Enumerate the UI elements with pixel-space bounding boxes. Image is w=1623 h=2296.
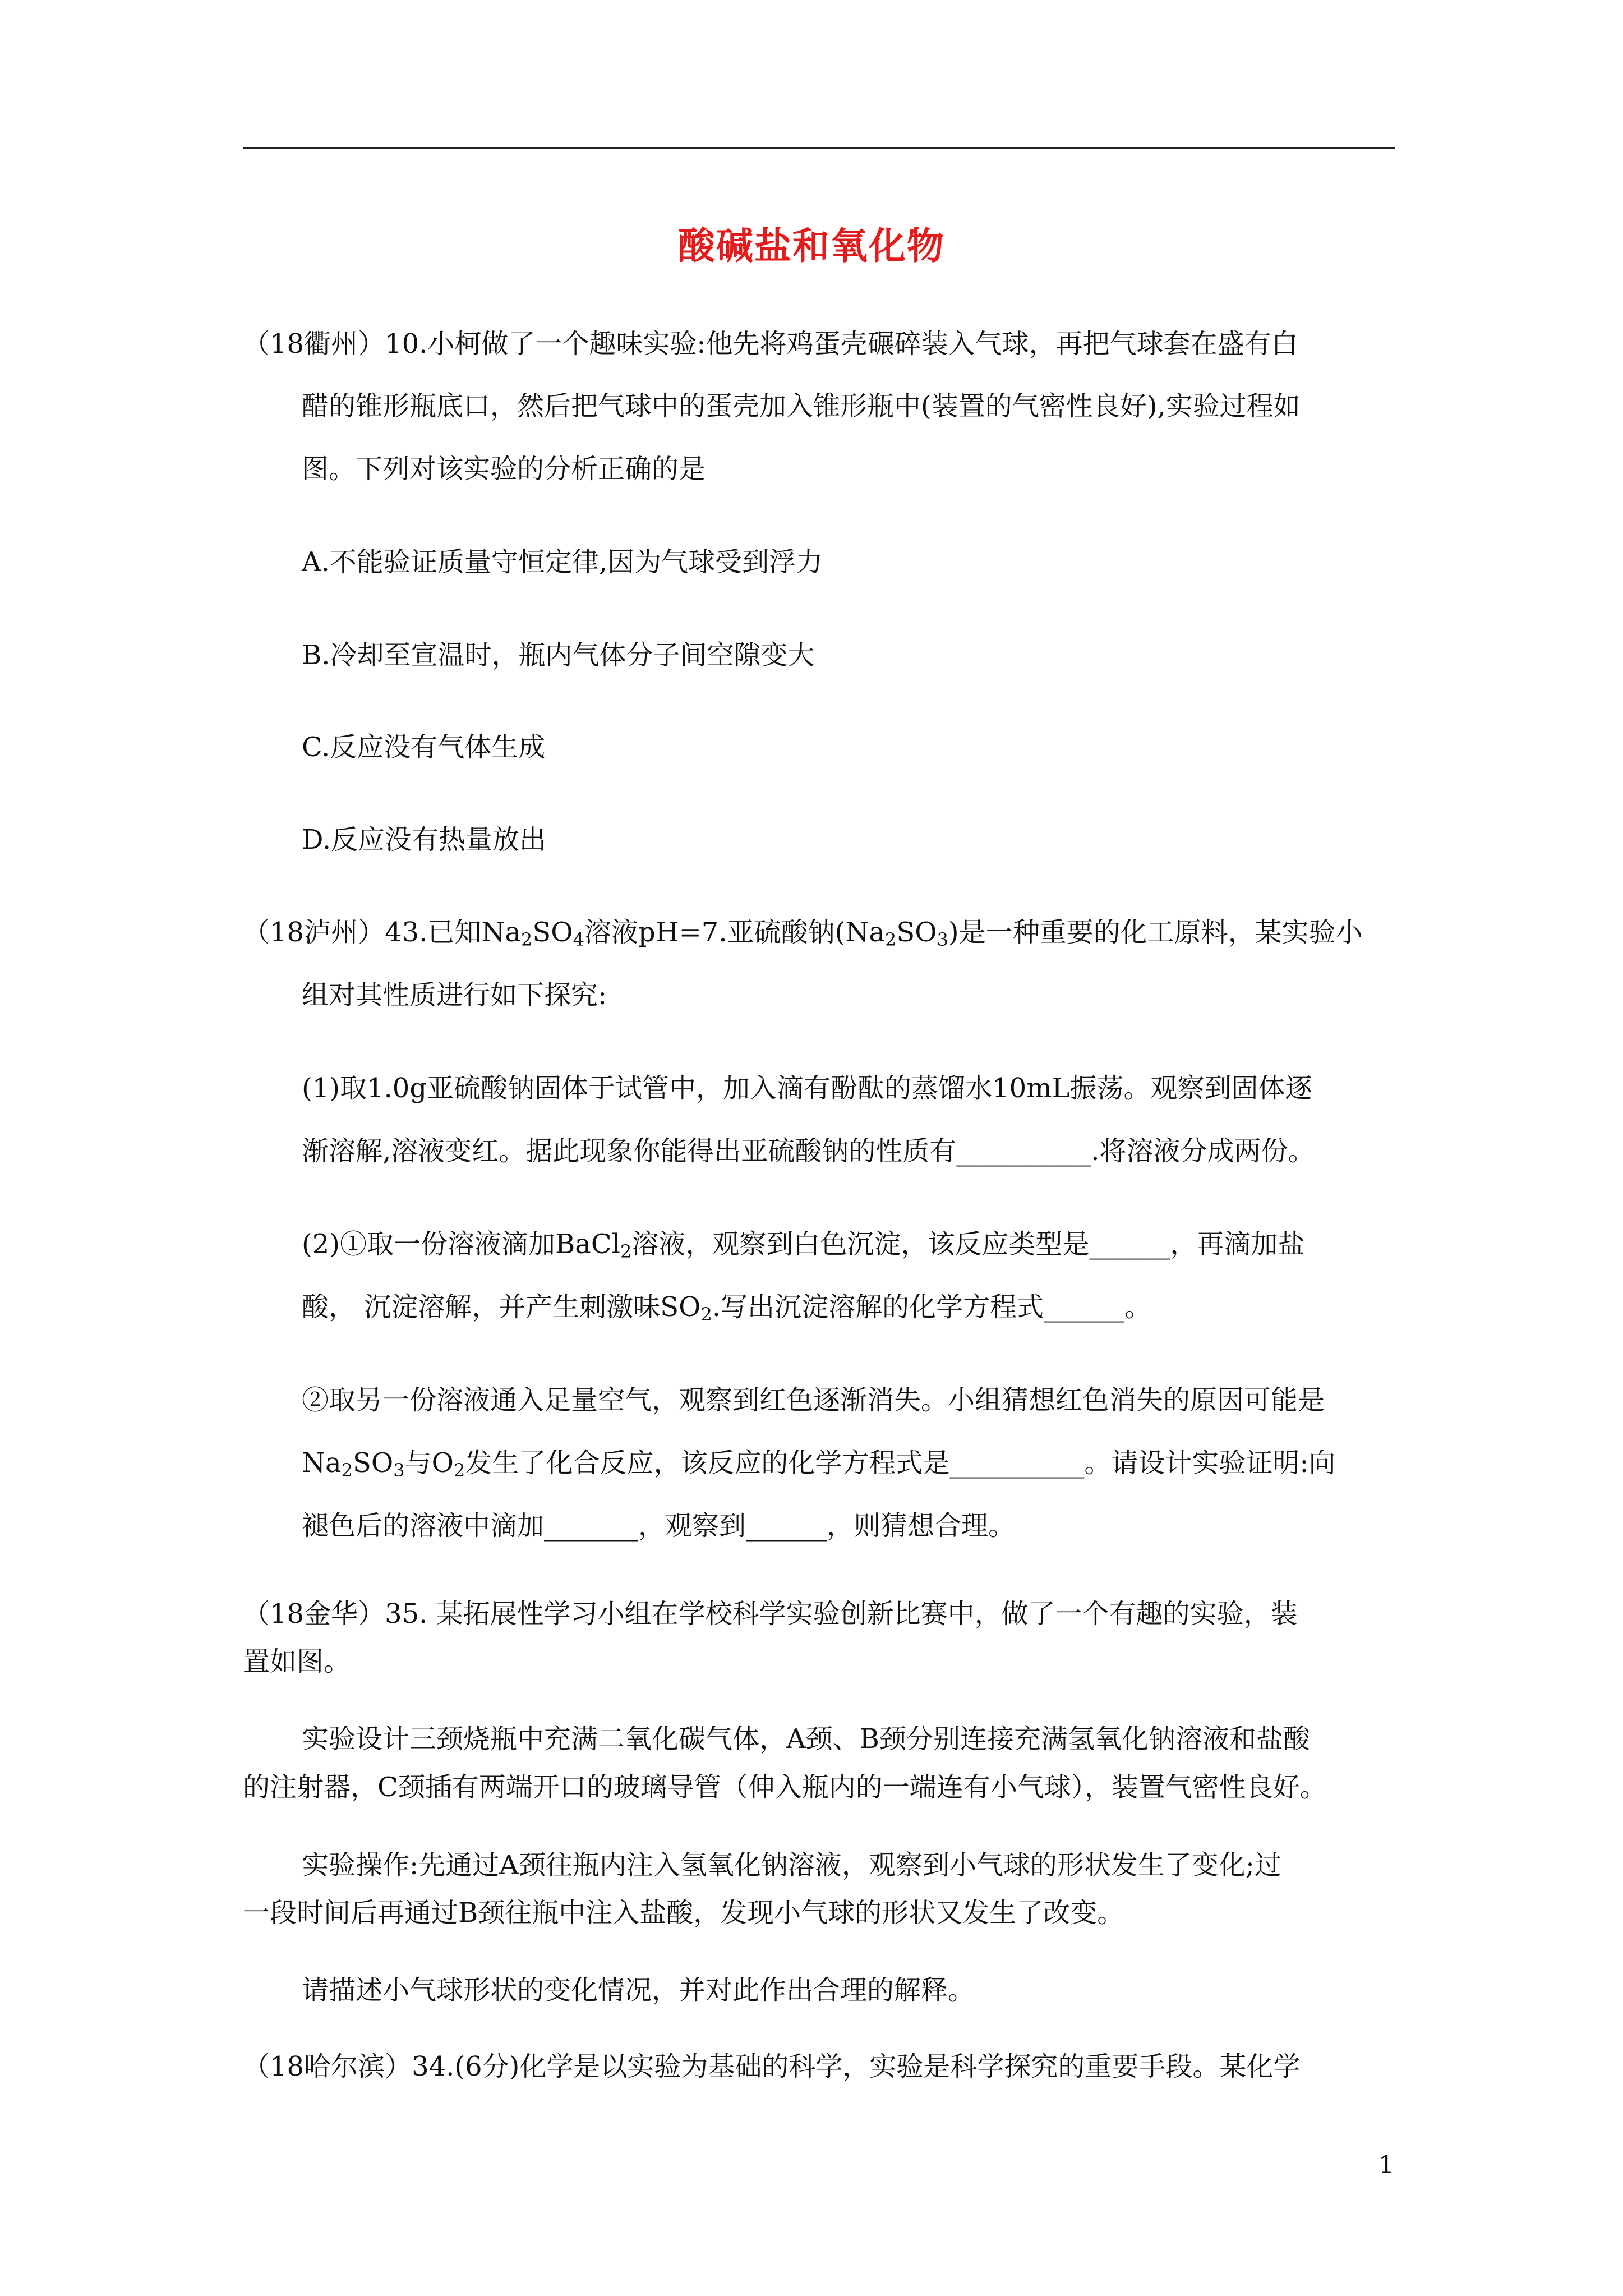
q1-option-c: C.反应没有气体生成: [302, 731, 546, 763]
q3-para1-line-2: 的注射器，C颈插有两端开口的玻璃导管（伸入瓶内的一端连有小气球），装置气密性良好。: [243, 1772, 1327, 1803]
q2-part2-line-1: (2)①取一份溶液滴加BaCl$_2$溶液，观察到白色沉淀，该反应类型是______，再滴加盐: [302, 1228, 1305, 1262]
q2-part2-line-2: 酸， 沉淀溶解，并产生刺激味$SO_2$.写出沉淀溶解的化学方程式______。: [302, 1291, 1152, 1325]
q2-line-1: （18泸州）43.已知$Na_2SO_4$溶液pH=7.亚硫酸钠$(Na_2SO_3)$是一种重要的化工原料，某实验小: [243, 917, 1363, 950]
q2-part1-line-1: (1)取1.0g亚硫酸钠固体于试管中，加入滴有酚酞的蒸馏水10mL振荡。观察到固体逐: [302, 1073, 1312, 1104]
q1-option-d: D.反应没有热量放出: [302, 824, 547, 855]
q2-part1-line-2: 渐溶解,溶液变红。据此现象你能得出亚硫酸钠的性质有__________.将溶液分成两份。: [302, 1135, 1315, 1167]
q2-part3-line-1: ②取另一份溶液通入足量空气，观察到红色逐渐消失。小组猜想红色消失的原因可能是: [302, 1384, 1325, 1416]
q2-line-2: 组对其性质进行如下探究:: [302, 979, 607, 1011]
header-rule: [243, 147, 1395, 149]
q3-para3: 请描述小气球形状的变化情况，并对此作出合理的解释。: [302, 1975, 975, 2006]
page-number: 1: [1378, 2151, 1394, 2179]
q1-option-b: B.冷却至宣温时，瓶内气体分子间空隙变大: [302, 639, 815, 671]
q1-line-3: 图。下列对该实验的分析正确的是: [302, 453, 706, 485]
q2-part3-line-2: $Na_2SO_3$与$O_2$发生了化合反应，该反应的化学方程式是__________。请设计实验证明:向: [302, 1447, 1336, 1481]
q4-line-1: （18哈尔滨）34.(6分)化学是以实验为基础的科学，实验是科学探究的重要手段。某化学: [243, 2051, 1301, 2082]
q1-line-2: 醋的锥形瓶底口，然后把气球中的蛋壳加入锥形瓶中(装置的气密性良好),实验过程如: [302, 390, 1301, 422]
q3-para1-line-1: 实验设计三颈烧瓶中充满二氧化碳气体，A颈、B颈分别连接充满氢氧化钠溶液和盐酸: [302, 1723, 1310, 1755]
q2-part3-line-3: 褪色后的溶液中滴加_______，观察到______，则猜想合理。: [302, 1510, 1016, 1542]
q3-para2-line-2: 一段时间后再通过B颈往瓶中注入盐酸，发现小气球的形状又发生了改变。: [243, 1897, 1124, 1929]
q1-option-a: A.不能验证质量守恒定律,因为气球受到浮力: [302, 546, 823, 578]
q3-para2-line-1: 实验操作:先通过A颈往瓶内注入氢氧化钠溶液，观察到小气球的形状发生了变化;过: [302, 1849, 1282, 1881]
page-title: 酸碱盐和氧化物: [678, 224, 945, 268]
q3-line-1: （18金华）35. 某拓展性学习小组在学校科学实验创新比赛中，做了一个有趣的实验，装: [243, 1598, 1298, 1630]
q1-line-1: （18衢州）10.小柯做了一个趣味实验:他先将鸡蛋壳碾碎装入气球，再把气球套在盛有白: [243, 328, 1298, 360]
q3-line-2: 置如图。: [243, 1646, 351, 1677]
